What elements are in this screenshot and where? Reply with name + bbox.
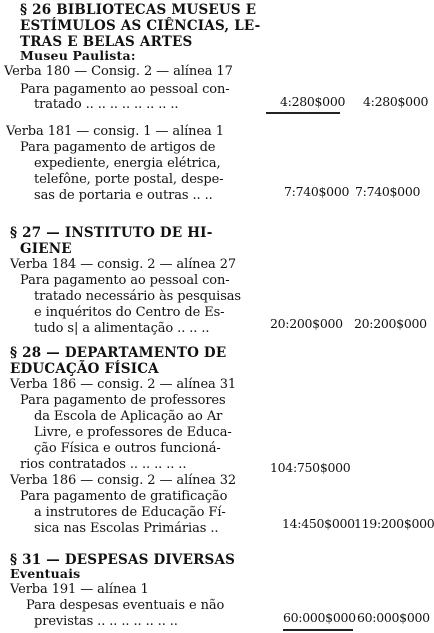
verba-186-31-amount: 104:750$000 bbox=[270, 460, 351, 475]
section-28-heading-line1: § 28 — DEPARTAMENTO DE bbox=[10, 345, 227, 361]
verba-184-amount: 20:200$000 bbox=[270, 316, 343, 331]
section-27-heading-line1: § 27 — INSTITUTO DE HI- bbox=[10, 225, 213, 241]
verba-186-31-desc-line3: Livre, e professores de Educa- bbox=[34, 425, 232, 440]
verba-180-desc-line2: tratado .. .. .. .. .. .. .. .. bbox=[34, 97, 179, 112]
section-31-heading: § 31 — DESPESAS DIVERSAS bbox=[10, 552, 236, 568]
verba-186-32-desc-line3: sica nas Escolas Primárias .. bbox=[34, 521, 219, 536]
verba-186-31-desc-line1: Para pagamento de professores bbox=[20, 393, 226, 408]
section-26-heading-line3: TRAS E BELAS ARTES bbox=[20, 34, 193, 50]
verba-180-total: 4:280$000 bbox=[363, 94, 429, 109]
verba-184-desc-line2: tratado necessário às pesquisas bbox=[34, 289, 241, 304]
section-31-subheading: Eventuais bbox=[10, 566, 81, 581]
verba-186-31-desc-line2: da Escola de Aplicação ao Ar bbox=[34, 409, 223, 424]
verba-180-header: Verba 180 — Consig. 2 — alínea 17 bbox=[4, 64, 233, 79]
verba-191-desc-line2: previstas .. .. .. .. .. .. .. bbox=[34, 614, 178, 629]
verba-186-32-amount: 14:450$000 bbox=[282, 516, 355, 531]
verba-181-header: Verba 181 — consig. 1 — alínea 1 bbox=[6, 124, 224, 139]
verba-184-total: 20:200$000 bbox=[354, 316, 427, 331]
verba-186-total: 119:200$000 bbox=[354, 516, 434, 531]
verba-186-31-header: Verba 186 — consig. 2 — alínea 31 bbox=[10, 377, 237, 392]
verba-184-desc-line1: Para pagamento ao pessoal con- bbox=[20, 273, 230, 288]
verba-180-rule bbox=[266, 112, 340, 114]
verba-181-total: 7:740$000 bbox=[355, 184, 421, 199]
verba-184-header: Verba 184 — consig. 2 — alínea 27 bbox=[10, 257, 237, 272]
section-28-heading-line2: EDUCAÇÃO FÍSICA bbox=[10, 361, 159, 377]
verba-181-desc-line4: sas de portaria e outras .. .. bbox=[34, 188, 213, 203]
section-27-heading-line2: GIENE bbox=[20, 241, 72, 257]
verba-186-32-desc-line2: a instrutores de Educação Fí- bbox=[34, 505, 226, 520]
verba-181-desc-line3: telefône, porte postal, despe- bbox=[34, 172, 224, 187]
verba-186-31-desc-line4: ção Física e outros funcioná- bbox=[34, 441, 221, 456]
verba-180-desc-line1: Para pagamento ao pessoal con- bbox=[20, 82, 230, 97]
verba-180-amount: 4:280$000 bbox=[280, 94, 346, 109]
section-26-subheading: Museu Paulista: bbox=[20, 48, 136, 63]
section-26-heading-line2: ESTÍMULOS AS CIÊNCIAS, LE- bbox=[20, 18, 261, 34]
verba-191-amount: 60:000$000 bbox=[283, 610, 356, 625]
verba-184-desc-line4: tudo s| a alimentação .. .. .. bbox=[34, 321, 210, 336]
verba-186-32-header: Verba 186 — consig. 2 — alínea 32 bbox=[10, 473, 237, 488]
verba-191-desc-line1: Para despesas eventuais e não bbox=[26, 598, 225, 613]
verba-191-header: Verba 191 — alínea 1 bbox=[10, 582, 149, 597]
verba-191-total: 60:000$000 bbox=[357, 610, 430, 625]
verba-186-32-desc-line1: Para pagamento de gratificação bbox=[20, 489, 228, 504]
verba-186-31-desc-line5: rios contratados .. .. .. .. .. bbox=[20, 457, 187, 472]
verba-184-desc-line3: e inquéritos do Centro de Es- bbox=[34, 305, 225, 320]
section-26-heading-line1: § 26 BIBLIOTECAS MUSEUS E bbox=[20, 2, 257, 18]
verba-181-amount: 7:740$000 bbox=[284, 184, 350, 199]
verba-191-rule bbox=[283, 629, 353, 631]
verba-181-desc-line1: Para pagamento de artigos de bbox=[20, 140, 216, 155]
verba-181-desc-line2: expediente, energia elétrica, bbox=[34, 156, 221, 171]
